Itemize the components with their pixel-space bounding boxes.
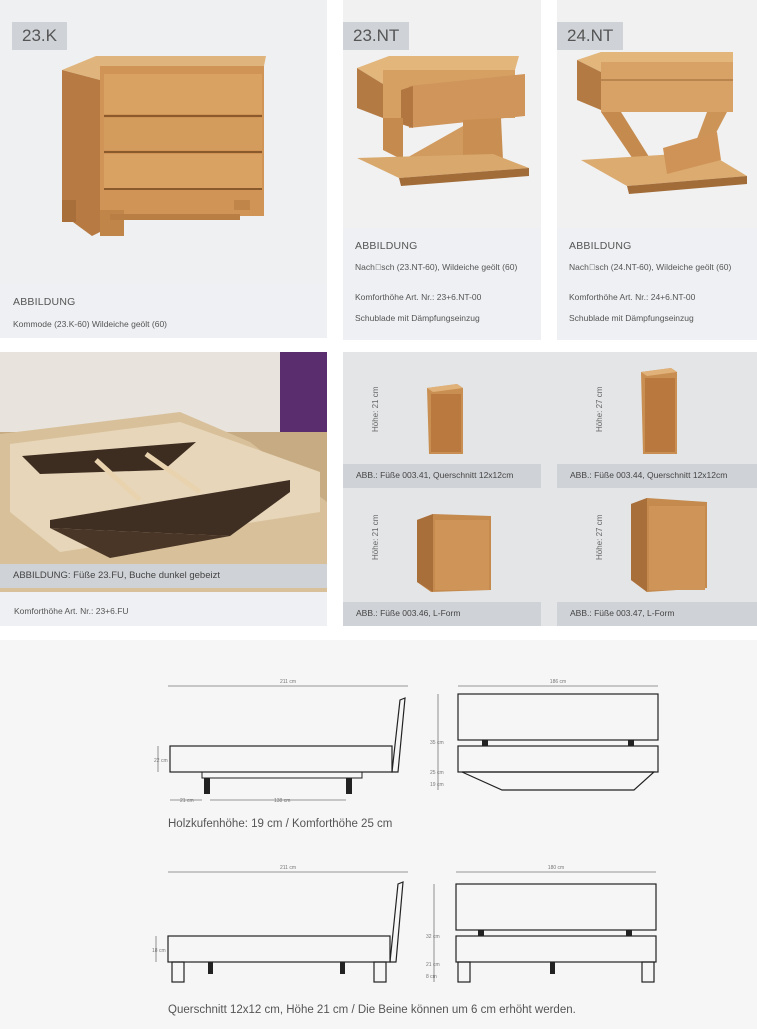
foot-height-label: Höhe: 27 cm [595,386,604,432]
foot-003-44 [557,352,757,488]
side-view-legs [150,862,420,992]
nt23-caption: Nach sch (23.NT-60), Wildeiche geölt (60) [355,262,518,272]
dim-length: 211 cm [279,679,297,685]
nt23-line1: Komforthöhe Art. Nr.: 23+6.NT-00 [355,292,482,302]
foot-003-41 [343,352,541,488]
dim-side-total: 35 cm [430,740,444,746]
feet-grid [343,352,757,626]
foot-block-icon [421,382,471,457]
bed-card [0,352,327,626]
nt24-heading: ABBILDUNG [569,240,632,252]
foot-caption: ABB.: Füße 003.41, Querschnitt 12x12cm [343,464,541,488]
nt24-line2: Schublade mit Dämpfungseinzug [569,313,694,323]
dim-skid-offset: 21 cm [180,798,194,804]
foot-height-label: Höhe: 21 cm [371,514,380,560]
nt23-tag: 23.NT [343,22,409,50]
kommode-heading: ABBILDUNG [13,296,76,308]
nt24-card [557,0,757,340]
foot-block-icon [635,366,685,458]
dim-length: 211 cm [279,865,297,871]
foot-height-label: Höhe: 21 cm [371,386,380,432]
dim-skid-length: 138 cm [274,798,291,804]
bed-caption-bar: ABBILDUNG: Füße 23.FU, Buche dunkel gebeizt [0,564,327,588]
dim-height: 18 cm [152,948,166,954]
side-view-skid [150,674,420,814]
dim-width: 180 cm [547,865,565,871]
foot-003-46 [343,490,541,626]
nt23-line2: Schublade mit Dämpfungseinzug [355,313,480,323]
foot-caption: ABB.: Füße 003.46, L-Form [343,602,541,626]
dim-side-total: 32 cm [426,934,440,940]
kommode-caption: Kommode (23.K-60) Wildeiche geölt (60) [13,319,168,329]
foot-height-label: Höhe: 27 cm [595,514,604,560]
dim-side-mid: 21 cm [426,962,440,968]
end-view-skid [428,674,668,804]
dim-side-low: 19 cm [430,782,444,788]
nt24-tag: 24.NT [557,22,623,50]
bed-photo [0,352,327,592]
foot-003-47 [557,490,757,626]
foot-lshape-icon [627,498,711,594]
drawing-caption-bottom: Querschnitt 12x12 cm, Höhe 21 cm / Die Beine können um 6 cm erhöht werden. [168,1004,576,1016]
dim-width: 186 cm [549,679,567,685]
nt24-line1: Komforthöhe Art. Nr.: 24+6.NT-00 [569,292,696,302]
kommode-tag: 23.K [12,22,67,50]
foot-lshape-icon [413,512,493,594]
foot-caption: ABB.: Füße 003.44, Querschnitt 12x12cm [557,464,757,488]
end-view-legs [426,862,666,992]
foot-caption: ABB.: Füße 003.47, L-Form [557,602,757,626]
kommode-card [0,0,327,338]
dim-side-mid: 25 cm [430,770,444,776]
drawing-caption-top: Holzkufenhöhe: 19 cm / Komforthöhe 25 cm [168,818,393,830]
nt23-card [343,0,541,340]
drawings-panel [0,640,757,1029]
bed-illustration [0,352,327,592]
nt24-caption: Nach sch (24.NT-60), Wildeiche geölt (60) [569,262,732,272]
nt23-heading: ABBILDUNG [355,240,418,252]
bed-line1: Komforthöhe Art. Nr.: 23+6.FU [14,606,129,616]
dim-height: 22 cm [154,758,168,764]
dim-side-low: 8 cm [426,974,437,980]
